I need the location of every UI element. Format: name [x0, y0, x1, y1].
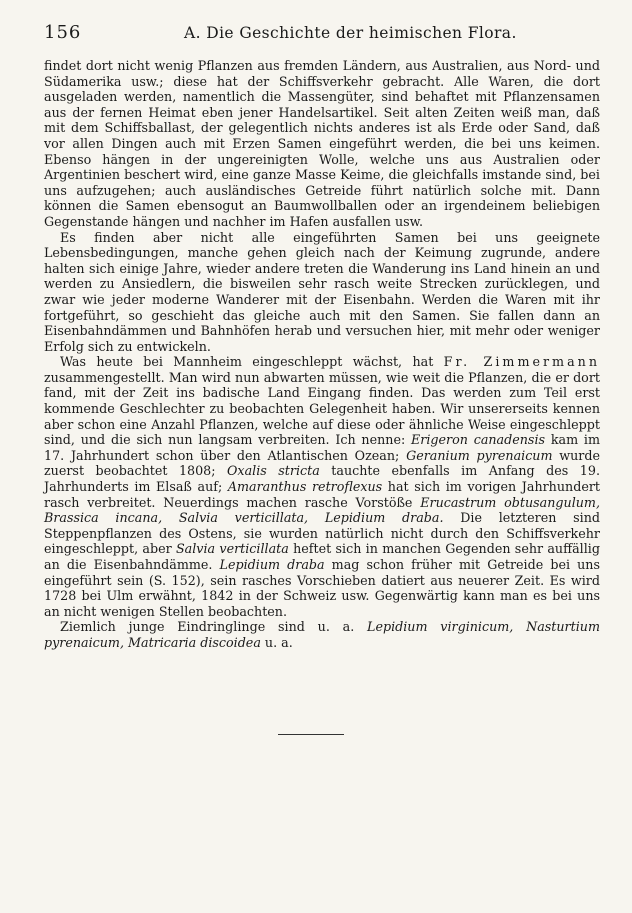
- text-run: Es finden aber nicht alle eingeführten Samen bei uns geeignete Lebensbedingungen, manche gehen gleich nach der Keimung zugrunde, andere halten sich einige Jahre, wieder andere treten die Wanderung ins Land hinein an und werden zu Ansiedlern, die bisweilen sehr rasch weite Strecken zurücklegen, und zwar wie jeder moderne Wanderer mit der Eisenbahn. Werden die Waren mit ihr fortgeführt, so geschieht das gleiche auch mit den Samen. Sie fallen dann an Eisenbahndämmen und Bahnhöfen herab und versuchen hier, mit mehr oder weniger Erfolg sich zu entwickeln.: [44, 229, 600, 354]
- text-run: Ziemlich junge Eindringlinge sind u. a.: [60, 619, 368, 635]
- text-run: Was heute bei Mannheim eingeschleppt wächst, hat: [60, 354, 444, 370]
- paragraph: [44, 619, 600, 650]
- paragraph: [44, 354, 600, 619]
- text-run: Die letzteren sind Steppenpflanzen des Ostens, sie wurden natürlich nicht durch den Schiffsverkehr eingeschleppt, aber: [44, 510, 600, 557]
- paragraph: [44, 230, 600, 355]
- text-run: u. a.: [260, 634, 293, 650]
- text-run: kam im 17. Jahrhundert schon über den Atlantischen Ozean;: [44, 432, 600, 463]
- paragraph: [44, 58, 600, 230]
- italic-species-name: Erucastrum obtusangulum, Brassica incana, Salvia verticillata, Lepidium draba.: [44, 494, 600, 526]
- running-head: A. Die Geschichte der heimischen Flora.: [184, 24, 517, 42]
- body-text: [44, 58, 600, 651]
- spaced-author-name: Fr. Zimmermann: [443, 354, 600, 370]
- italic-species-name: Oxalis stricta: [227, 463, 320, 479]
- italic-species-name: Lepidium virginicum, Nasturtium pyrenaicum, Matricaria discoidea: [44, 619, 600, 650]
- page-number: 156: [44, 22, 82, 43]
- italic-species-name: Lepidium draba: [219, 557, 325, 572]
- italic-species-name: Salvia verticillata: [175, 541, 289, 557]
- text-run: mag schon früher mit Getreide bei uns eingeführt sein (S. 152), sein rasches Vorschieben datiert aus neuerer Zeit. Es wird 1728 bei Ulm erwähnt, 1842 in der Schweiz usw. Gegenwärtig kann man es bei uns an nicht wenigen Stellen beobachten.: [44, 557, 600, 619]
- text-run: findet dort nicht wenig Pflanzen aus fremden Ländern, aus Australien, aus Nord- und Südamerika usw.; diese hat der Schiffsverkehr gebracht. Alle Waren, die dort ausgeladen werden, namentlich die Massengüter, sind behaftet mit Pflanzensamen aus der fernen Heimat eben jener Handelsartikel. Seit alten Zeiten weiß man, daß mit dem Schiffsballast, der gelegentlich nichts anderes ist als Erde oder Sand, daß vor allen Dingen auch mit Erzen Samen eingeführt werden, die bei uns keimen. Ebenso hängen in der ungereinigten Wolle, welche uns aus Australien oder Argentinien beschert wird, eine ganze Masse Keime, die gleichfalls imstande sind, bei uns aufzugehen; auch ausländisches Getreide führt natürlich solche mit. Dann können die Samen ebensogut an Baumwollballen oder an irgendeinem beliebigen Gegenstande hängen und nachher im Hafen ausfallen usw.: [44, 58, 600, 229]
- text-run: tauchte ebenfalls im Anfang des 19. Jahrhunderts im Elsaß auf;: [44, 463, 600, 495]
- text-run: zusammengestellt. Man wird nun abwarten müssen, wie weit die Pflanzen, die er dort fand, mit der Zeit ins badische Land Eingang finden. Das werden zum Teil erst kommende Geschlechter zu beobachten Gelegenheit haben. Wir unsererseits kennen aber schon eine Anzahl Pflanzen, welche auf diese oder ähnliche Weise eingeschleppt sind, und die sich nun langsam verbreiten. Ich nenne:: [44, 369, 600, 448]
- italic-species-name: Geranium pyrenaicum: [406, 447, 553, 463]
- italic-species-name: Erigeron canadensis: [411, 432, 546, 448]
- text-run: wurde zuerst beobachtet 1808;: [44, 447, 600, 479]
- italic-species-name: Amaranthus retroflexus: [227, 479, 383, 495]
- text-run: heftet sich in manchen Gegenden sehr auffällig an die Eisenbahndämme.: [44, 541, 600, 572]
- page-header: [44, 22, 602, 48]
- section-divider: [278, 734, 344, 735]
- text-run: hat sich im vorigen Jahrhundert rasch verbreitet. Neuerdings machen rasche Vorstöße: [44, 479, 600, 510]
